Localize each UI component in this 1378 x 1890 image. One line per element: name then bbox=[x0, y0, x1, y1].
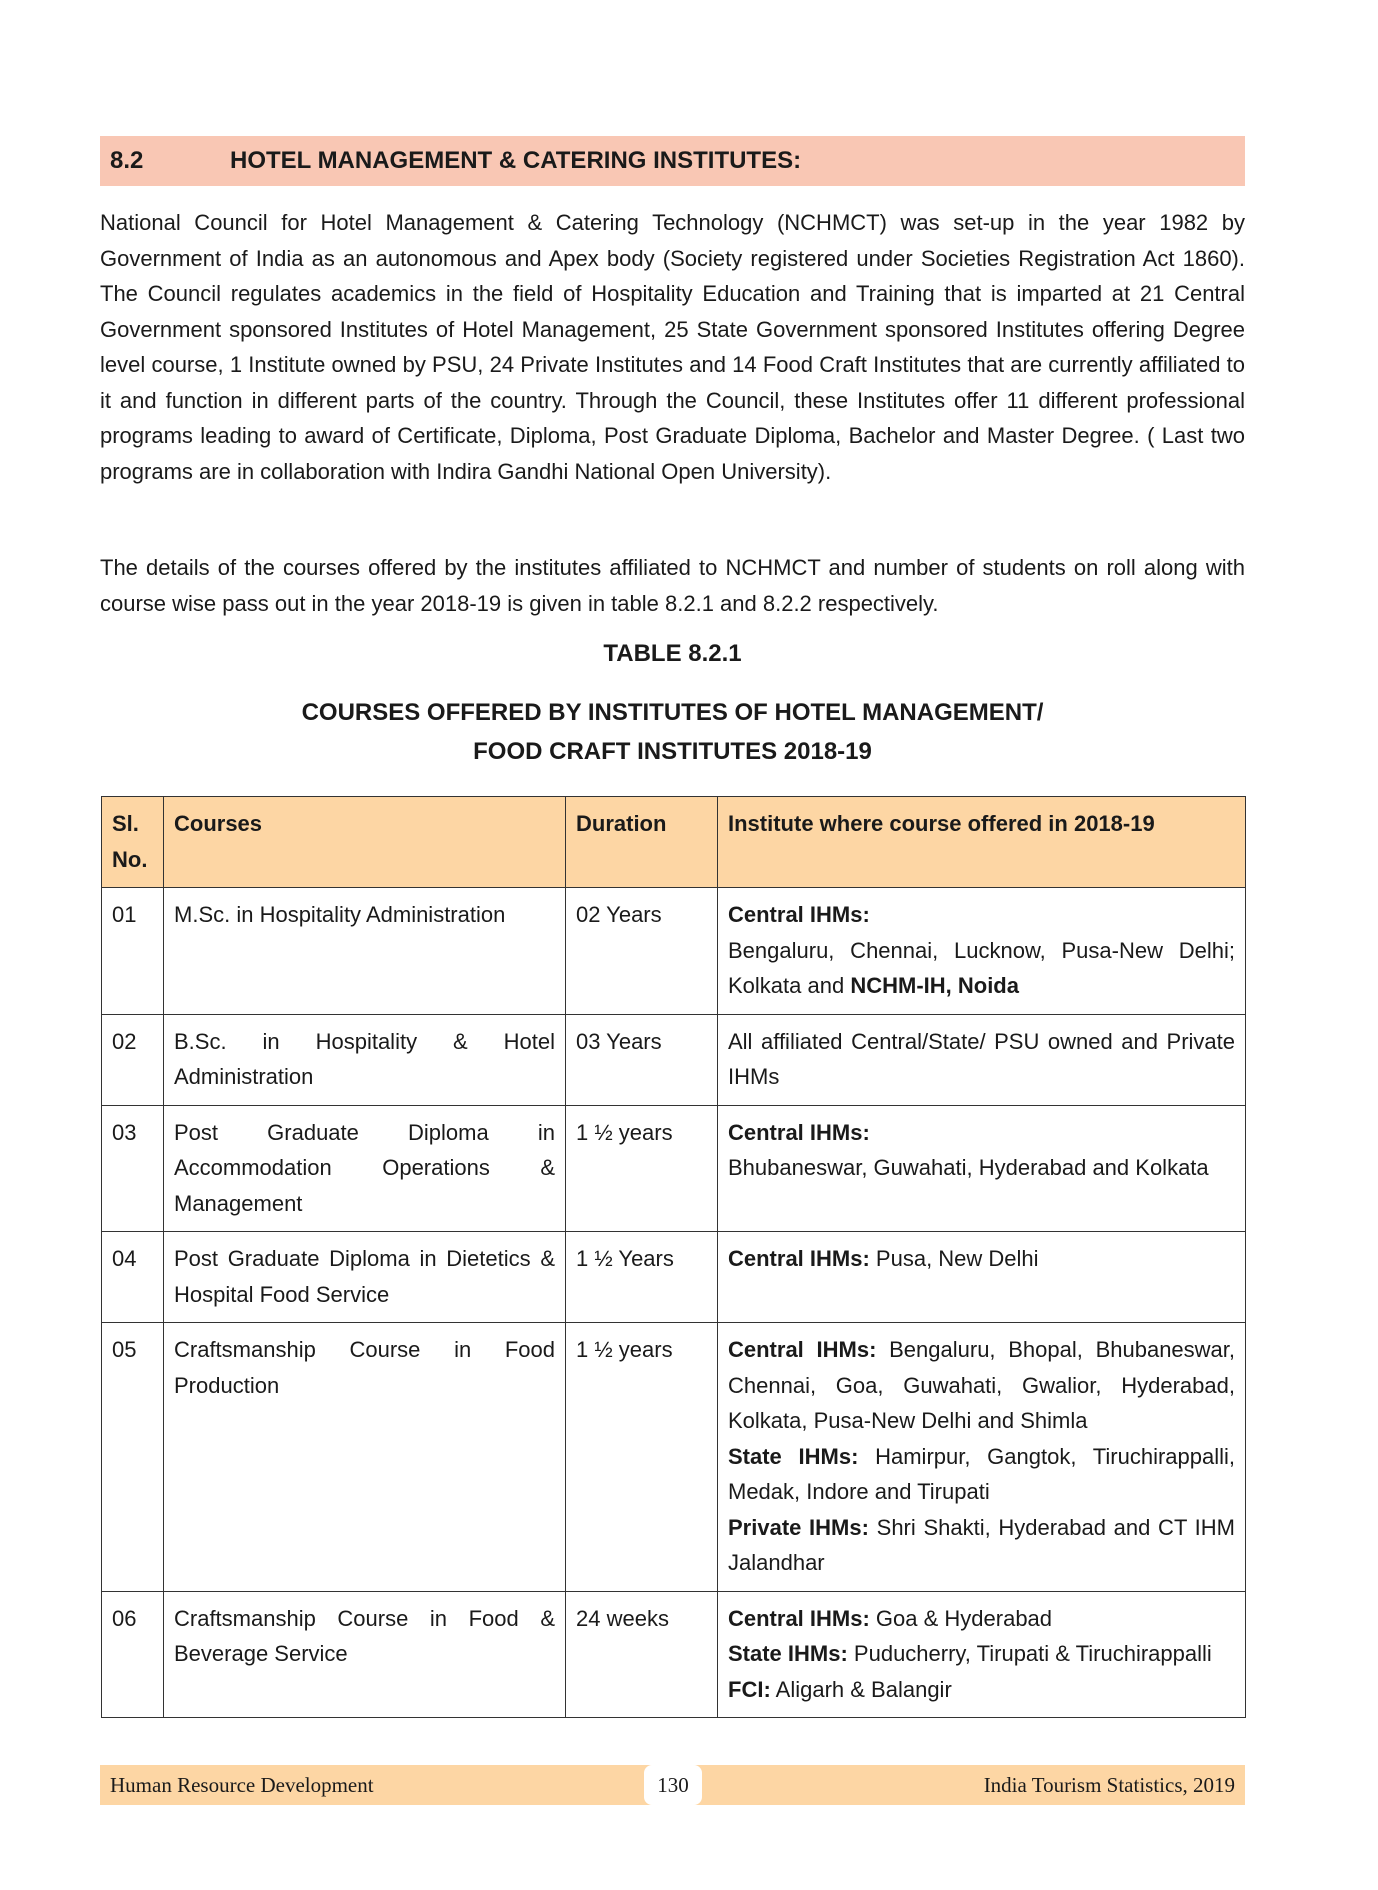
cell-institute: All affiliated Central/State/ PSU owned and Private IHMs bbox=[718, 1014, 1246, 1105]
section-number: 8.2 bbox=[110, 147, 144, 174]
state-label: State IHMs: bbox=[728, 1641, 848, 1666]
cell-institute bbox=[718, 1232, 1246, 1323]
page-footer bbox=[100, 1765, 1245, 1805]
cell-institute bbox=[718, 1105, 1246, 1232]
table-row bbox=[102, 1105, 1246, 1232]
private-label: Private IHMs: bbox=[728, 1514, 869, 1540]
table-title-line1: COURSES OFFERED BY INSTITUTES OF HOTEL MANAGEMENT/ bbox=[301, 699, 1044, 726]
fci-text: Aligarh & Balangir bbox=[775, 1676, 952, 1702]
central-label: Central IHMs: bbox=[728, 1605, 870, 1631]
central-label: Central IHMs: bbox=[728, 1337, 877, 1362]
central-label: Central IHMs: bbox=[728, 902, 870, 927]
cell-institute bbox=[718, 1323, 1246, 1592]
central-block bbox=[728, 1601, 1235, 1637]
table-title-line2: FOOD CRAFT INSTITUTES 2018-19 bbox=[473, 738, 872, 765]
section-title: HOTEL MANAGEMENT & CATERING INSTITUTES: bbox=[230, 147, 802, 174]
table-row bbox=[102, 1014, 1246, 1105]
central-block bbox=[728, 1332, 1235, 1439]
footer-chapter: Human Resource Development bbox=[110, 1773, 374, 1797]
cell-sl: 01 bbox=[102, 888, 164, 1015]
cell-course: B.Sc. in Hospitality & Hotel Administration bbox=[164, 1014, 566, 1105]
table-title bbox=[100, 693, 1245, 771]
central-text: Bengaluru, Bhopal, Bhubaneswar, Chennai, Goa, Guwahati, Gwalior, Hyderabad, Kolkata, Pusa-New Delhi and Shimla bbox=[728, 1337, 1236, 1433]
cell-duration: 24 weeks bbox=[566, 1591, 718, 1718]
cell-course: Craftsmanship Course in Food Production bbox=[164, 1323, 566, 1592]
central-label: Central IHMs: bbox=[728, 1119, 870, 1145]
cell-sl: 05 bbox=[102, 1323, 164, 1592]
cell-duration: 03 Years bbox=[566, 1014, 718, 1105]
fci-label: FCI: bbox=[728, 1676, 771, 1702]
cell-duration: 02 Years bbox=[566, 888, 718, 1015]
section-heading bbox=[100, 136, 1245, 186]
central-text: Bhubaneswar, Guwahati, Hyderabad and Kolkata bbox=[728, 1155, 1209, 1180]
header-courses: Courses bbox=[164, 797, 566, 888]
intro-paragraph: National Council for Hotel Management & Catering Technology (NCHMCT) was set-up in the year 1982 by Government of India as an autonomous and Apex body (Society registered under Societies Registration Act 1860). The Council regulates academics in the field of Hospitality Education and Training that is imparted at 21 Central Government sponsored Institutes of Hotel Management, 25 State Government sponsored Institutes offering Degree level course, 1 Institute owned by PSU, 24 Private Institutes and 14 Food Craft Institutes that are currently affiliated to it and function in different parts of the country. Through the Council, these Institutes offer 11 different professional programs leading to award of Certificate, Diploma, Post Graduate Diploma, Bachelor and Master Degree. ( Last two programs are in collaboration with Indira Gandhi National Open University). bbox=[100, 210, 1245, 484]
cell-sl: 04 bbox=[102, 1232, 164, 1323]
cell-sl: 06 bbox=[102, 1591, 164, 1718]
header-duration: Duration bbox=[566, 797, 718, 888]
state-text: Hamirpur, Gangtok, Tiruchirappalli, Medak, Indore and Tirupati bbox=[728, 1443, 1235, 1504]
cell-course: M.Sc. in Hospitality Administration bbox=[164, 888, 566, 1015]
state-block bbox=[728, 1439, 1235, 1510]
table-row bbox=[102, 888, 1246, 1015]
table-row bbox=[102, 1591, 1246, 1718]
fci-block bbox=[728, 1672, 1235, 1708]
private-text: Shri Shakti, Hyderabad and CT IHM Jalandhar bbox=[728, 1514, 1235, 1575]
central-text-block bbox=[728, 933, 1235, 1004]
central-text: Goa & Hyderabad bbox=[875, 1605, 1053, 1631]
state-label: State IHMs: bbox=[728, 1443, 859, 1469]
cell-institute bbox=[718, 888, 1246, 1015]
courses-table bbox=[101, 796, 1246, 1718]
table-header-row bbox=[102, 797, 1246, 888]
cell-institute bbox=[718, 1591, 1246, 1718]
header-institute: Institute where course offered in 2018-19 bbox=[718, 797, 1246, 888]
cell-sl: 02 bbox=[102, 1014, 164, 1105]
cell-sl: 03 bbox=[102, 1105, 164, 1232]
cell-course: Post Graduate Diploma in Dietetics & Hospital Food Service bbox=[164, 1232, 566, 1323]
state-block bbox=[728, 1636, 1235, 1672]
extra-bold-text: NCHM-IH, Noida bbox=[850, 973, 1019, 998]
cell-duration: 1 ½ Years bbox=[566, 1232, 718, 1323]
table-row bbox=[102, 1323, 1246, 1592]
central-text: Bengaluru, Chennai, Lucknow, Pusa-New Delhi; Kolkata and bbox=[728, 937, 1235, 998]
state-text: Puducherry, Tirupati & Tiruchirappalli bbox=[853, 1641, 1212, 1666]
footer-publication: India Tourism Statistics, 2019 bbox=[983, 1773, 1235, 1797]
private-block bbox=[728, 1510, 1235, 1581]
table-number: TABLE 8.2.1 bbox=[603, 640, 742, 667]
cell-course: Craftsmanship Course in Food & Beverage Service bbox=[164, 1591, 566, 1718]
header-sl-no: Sl. No. bbox=[102, 797, 164, 888]
cell-duration: 1 ½ years bbox=[566, 1105, 718, 1232]
cell-course: Post Graduate Diploma in Accommodation Operations & Management bbox=[164, 1105, 566, 1232]
page-number: 130 bbox=[644, 1765, 702, 1805]
table-row bbox=[102, 1232, 1246, 1323]
central-label: Central IHMs: bbox=[728, 1246, 870, 1271]
cell-duration: 1 ½ years bbox=[566, 1323, 718, 1592]
details-paragraph: The details of the courses offered by the institutes affiliated to NCHMCT and number of students on roll along with course wise pass out in the year 2018-19 is given in table 8.2.1 and 8.2.2 respectively. bbox=[100, 555, 1245, 616]
central-text: Pusa, New Delhi bbox=[875, 1246, 1039, 1271]
